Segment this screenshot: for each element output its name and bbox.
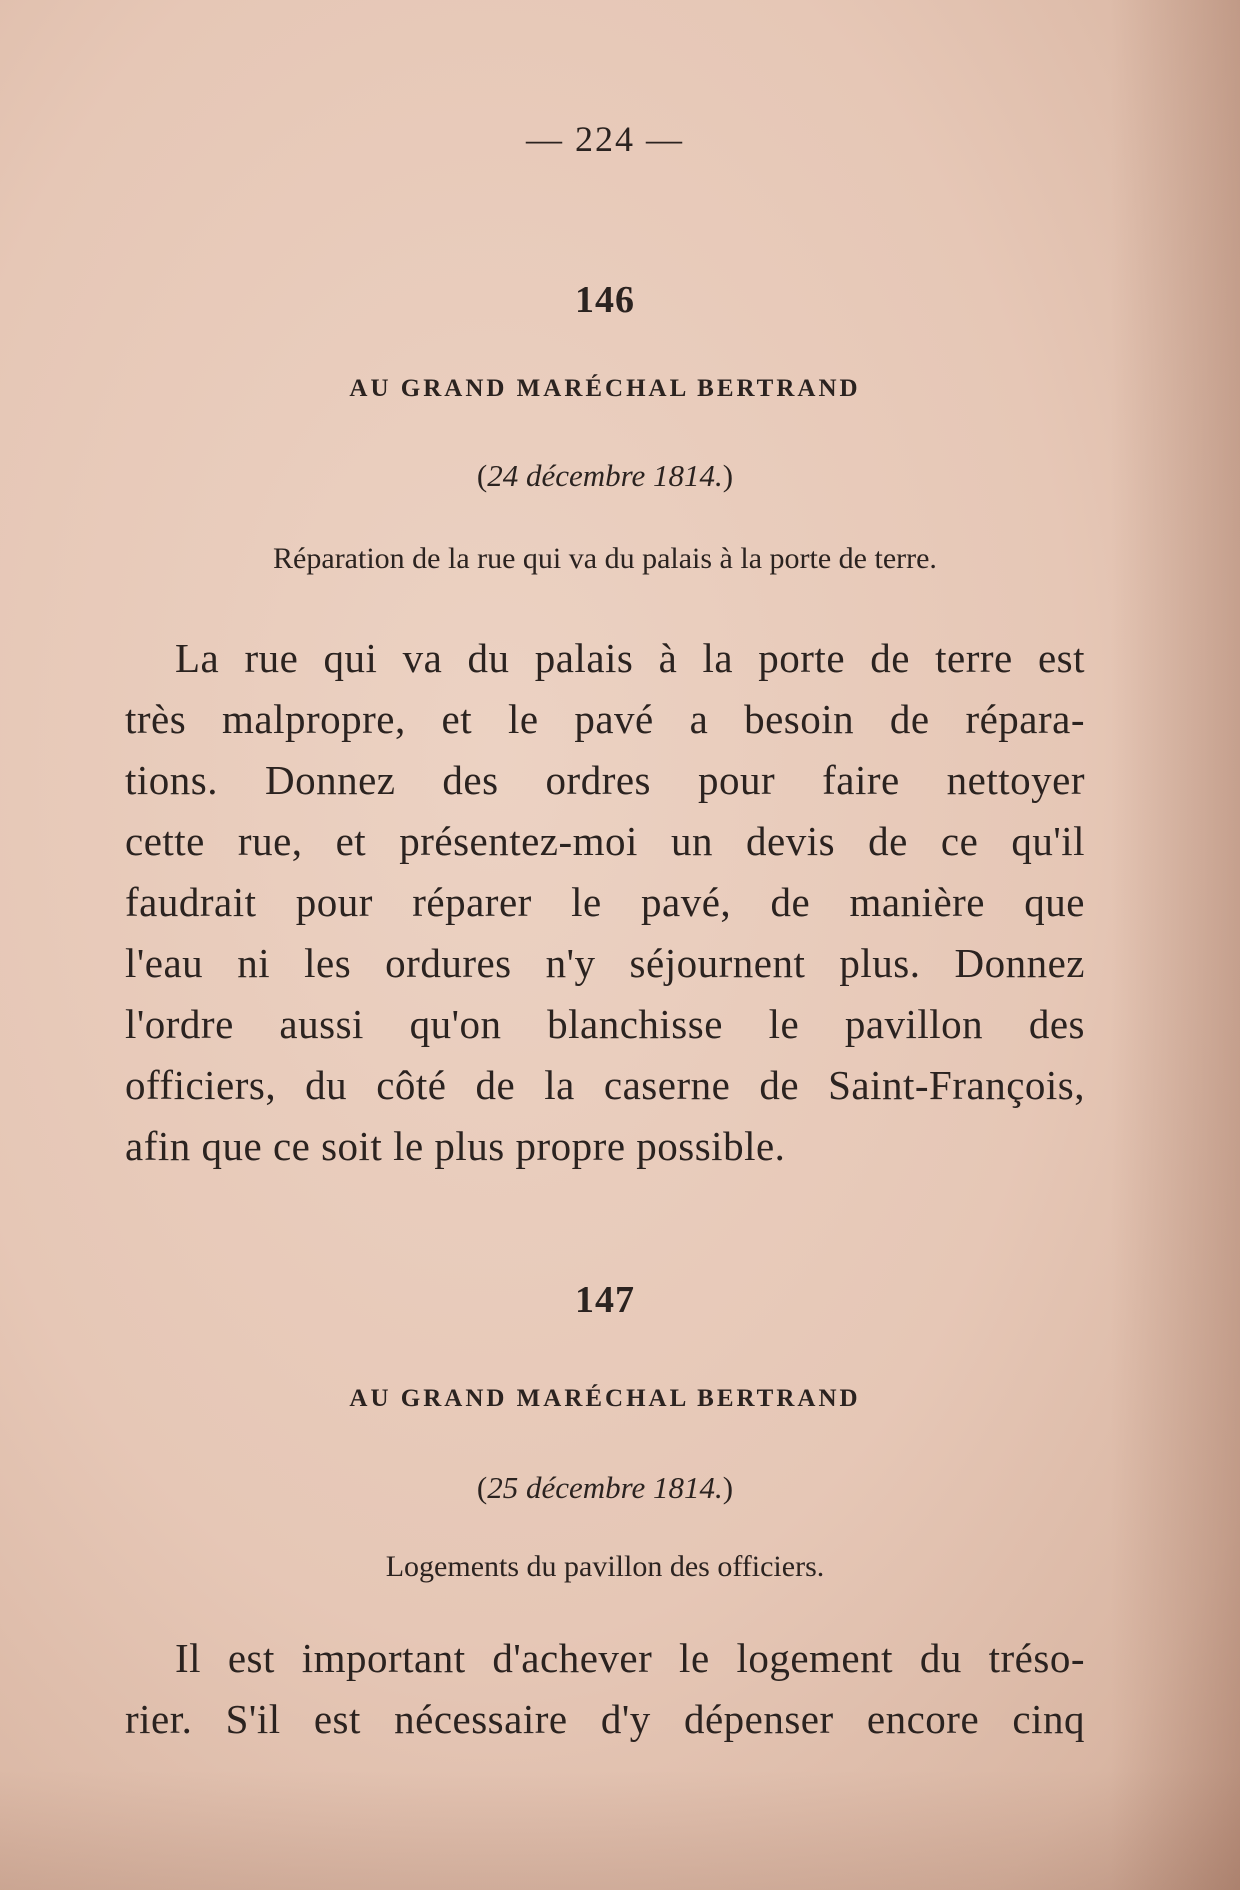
page-bottom-shadow (0, 1770, 1240, 1890)
letter-date-text: 25 décembre 1814. (487, 1470, 723, 1505)
body-line: tions. Donnez des ordres pour faire nettoyer (125, 757, 1085, 803)
body-line: l'eau ni les ordures n'y séjournent plus. Donnez (125, 940, 1085, 986)
letter-number: 146 (575, 279, 635, 321)
body-line: Il est important d'achever le logement du tréso- (175, 1635, 1085, 1681)
letter-subject: Logements du pavillon des officiers. (385, 1550, 825, 1583)
body-line: officiers, du côté de la caserne de Saint-François, (125, 1062, 1085, 1108)
body-line: La rue qui va du palais à la porte de terre est (175, 635, 1085, 681)
letter-date: (24 décembre 1814.) (476, 458, 734, 493)
page-number: — 224 — (526, 119, 684, 159)
body-line: afin que ce soit le plus propre possible. (125, 1123, 786, 1169)
body-line: très malpropre, et le pavé a besoin de répara- (125, 696, 1085, 742)
body-line: l'ordre aussi qu'on blanchisse le pavillon des (125, 1001, 1085, 1047)
body-line: faudrait pour réparer le pavé, de manière que (125, 879, 1085, 925)
letter-number: 147 (575, 1279, 635, 1321)
letter-body (125, 628, 1085, 1177)
letter-subject: Réparation de la rue qui va du palais à la porte de terre. (273, 542, 937, 575)
letter-recipient: AU GRAND MARÉCHAL BERTRAND (349, 1385, 861, 1412)
letter-recipient: AU GRAND MARÉCHAL BERTRAND (349, 375, 861, 402)
body-line: cette rue, et présentez-moi un devis de ce qu'il (125, 818, 1085, 864)
page-edge-shadow (1110, 0, 1240, 1890)
letter-date: (25 décembre 1814.) (476, 1470, 734, 1505)
letter-date-text: 24 décembre 1814. (487, 458, 723, 493)
body-line: rier. S'il est nécessaire d'y dépenser encore cinq (125, 1696, 1085, 1742)
letter-body (125, 1628, 1085, 1750)
